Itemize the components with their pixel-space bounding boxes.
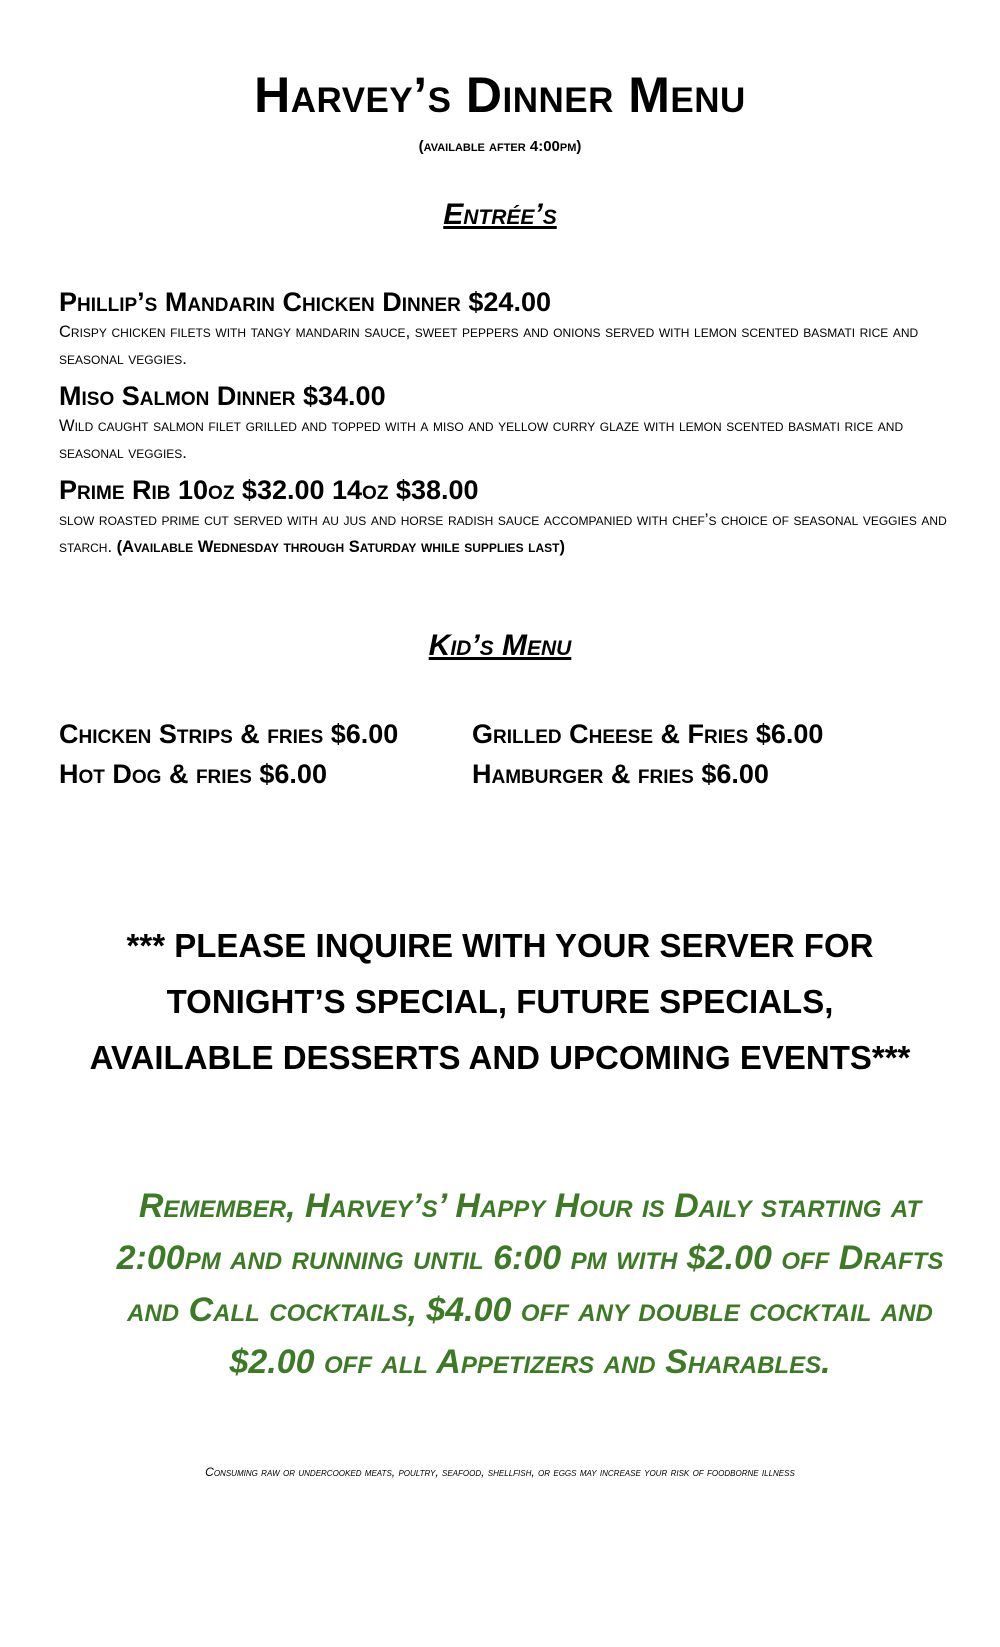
food-safety-disclaimer: Consuming raw or undercooked meats, poultry, seafood, shellfish, or eggs may increase your risk of foodborne illness xyxy=(205,1465,795,1479)
kids-menu-heading: Kid’s Menu xyxy=(428,629,572,662)
entree-name: Prime Rib 10oz $32.00 14oz $38.00 xyxy=(59,475,479,505)
entrees-heading: Entrée’s xyxy=(443,198,557,231)
kids-menu-item: Chicken Strips & fries $6.00 xyxy=(59,719,399,749)
entree-description: slow roasted prime cut served with au jus and horse radish sauce accompanied with chef’s choice of seasonal veggies and starch. xyxy=(59,511,947,556)
entree-name: Phillip’s Mandarin Chicken Dinner $24.00 xyxy=(59,287,551,317)
happy-hour-promo: Remember, Harvey’s’ Happy Hour is Daily starting at 2:00pm and running until 6:00 pm with $2.00 off Drafts and Call cocktails, $4.00 off any double cocktail and $2.00 off all Appetizers and Sharables. xyxy=(116,1187,944,1381)
menu-availability-note: (available after 4:00pm) xyxy=(418,138,582,155)
kids-menu-list xyxy=(59,716,939,792)
entrees-list xyxy=(59,285,959,567)
specials-notice: *** PLEASE INQUIRE WITH YOUR SERVER FOR TONIGHT’S SPECIAL, FUTURE SPECIALS, AVAILABLE DESSERTS AND UPCOMING EVENTS*** xyxy=(89,927,911,1076)
kids-menu-item: Grilled Cheese & Fries $6.00 xyxy=(472,719,824,749)
entree-name: Miso Salmon Dinner $34.00 xyxy=(59,381,386,411)
entree-description: Crispy chicken filets with tangy mandarin sauce, sweet peppers and onions served with lemon scented basmati rice and seasonal veggies. xyxy=(59,323,919,368)
entree-availability-note: (Available Wednesday through Saturday while supplies last) xyxy=(116,538,565,556)
entree-description: Wild caught salmon filet grilled and topped with a miso and yellow curry glaze with lemon scented basmati rice and seasonal veggies. xyxy=(59,417,904,462)
entree-description-with-note xyxy=(59,507,959,561)
menu-title: Harvey’s Dinner Menu xyxy=(254,67,746,123)
kids-menu-item: Hot Dog & fries $6.00 xyxy=(59,759,327,789)
kids-menu-item: Hamburger & fries $6.00 xyxy=(472,759,769,789)
